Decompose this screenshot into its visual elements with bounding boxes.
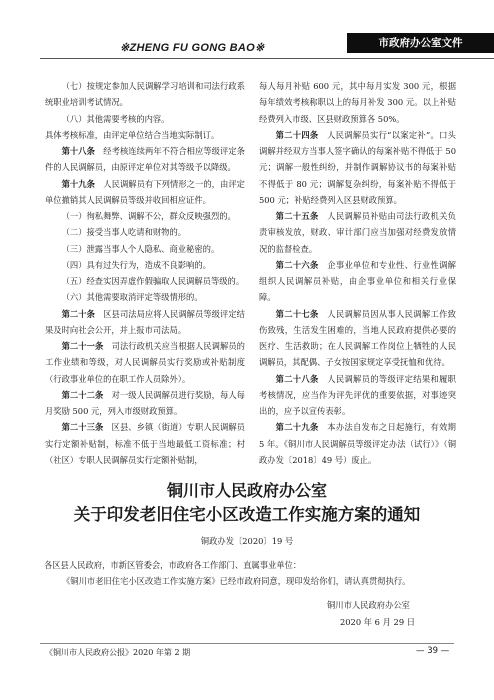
paragraph-text: 经考核连续两年不符合相应等级评定条件的人民调解员，由原评定单位对其等级予以降级。 <box>45 146 245 173</box>
article-label: 第二十条 <box>61 308 95 319</box>
paragraph-text: 人民调解员实行“以案定补”。口头调解并经双方当事人签字确认的每案补贴不得低于 50 元；调解一般性纠纷，并制作调解协议书的每案补贴不得低于 80 元；调解复杂纠纷，每案补贴不得低于 500 元；补贴经费列入区县财政预算。 <box>259 129 456 205</box>
paragraph <box>45 224 245 240</box>
paragraph <box>45 241 245 257</box>
paragraph <box>45 306 245 339</box>
paragraph-text: （三）泄露当事人个人隐私、商业秘密的。 <box>61 243 220 254</box>
article-label: 第二十四条 <box>275 129 319 140</box>
paragraph-text: 人民调解员有下列情形之一的，由评定单位撤销其人民调解员等级并收回相应证件。 <box>45 178 245 205</box>
notice-title-issuer: 铜川市人民政府办公室 <box>166 481 327 500</box>
paragraph <box>45 419 245 468</box>
paragraph-text: （五）经查实因弄虚作假骗取人民调解员等级的。 <box>61 276 245 286</box>
paragraph <box>45 387 245 420</box>
right-column <box>259 78 456 468</box>
paragraph-text: 司法行政机关应当根据人民调解员的工作业绩和等级，对人民调解员实行奖励或补贴制度（行政事业单位的在职工作人员除外）。 <box>45 341 245 384</box>
paragraph <box>259 208 456 257</box>
paragraph-text: （二）接受当事人吃请和财物的。 <box>61 227 187 238</box>
paragraph <box>45 143 245 176</box>
paragraph-text: 人民调解员补贴由司法行政机关负责审核发放，财政、审计部门应当加强对经费发放情况的监督检查。 <box>259 211 456 254</box>
paragraph <box>45 208 245 224</box>
article-label: 第二十一条 <box>61 341 104 351</box>
paragraph <box>259 257 456 306</box>
paragraph <box>45 111 245 127</box>
article-label: 第二十九条 <box>275 422 319 433</box>
paragraph <box>45 176 245 209</box>
paragraph <box>45 127 245 143</box>
article-label: 第十九条 <box>61 178 95 189</box>
article-label: 第十八条 <box>61 146 95 156</box>
paragraph <box>45 289 245 305</box>
notice-addressee: 各区县人民政府，市新区管委会，市政府各工作部门、直属事业单位： <box>44 560 302 570</box>
paragraph-text: 本办法自发布之日起施行，有效期 5 年。《铜川市人民调解员等级评定办法（试行）》（铜政办发〔2018〕49 号）废止。 <box>259 422 456 465</box>
paragraph <box>259 306 456 371</box>
footer-divider <box>40 643 454 644</box>
document-number: 铜政办发〔2020〕19 号 <box>200 536 294 546</box>
section-label: 市政府办公室文件 <box>347 33 494 53</box>
journal-name: ※ZHENG FU GONG BAO※ <box>120 42 265 54</box>
paragraph-text: （一）徇私舞弊、调解不公，群众反映强烈的。 <box>61 211 236 221</box>
paragraph <box>259 78 456 127</box>
article-label: 第二十六条 <box>275 259 319 270</box>
header-divider <box>40 58 494 59</box>
article-label: 第二十八条 <box>275 373 319 384</box>
paragraph-text: 区县司法局应将人民调解员等级评定结果及时向社会公开，并上报市司法局。 <box>45 308 245 335</box>
article-label: 第二十五条 <box>275 211 319 221</box>
left-column <box>45 78 245 468</box>
notice-body: 《铜川市老旧住宅小区改造工作实施方案》已经市政府同意，现印发给你们，请认真贯彻执行。 <box>62 576 411 586</box>
paragraph-text: （四）具有过失行为，造成不良影响的。 <box>61 259 211 270</box>
paragraph-text: 每人每月补贴 600 元，其中每月实发 300 元，根据每年绩效考核称职以上的每月补发 300 元。以上补贴经费列入市级、区县财政预算各 50%。 <box>259 81 456 124</box>
paragraph-text: 对一级人民调解员进行奖励，每人每月奖励 500 元，列入市级财政预算。 <box>45 389 245 416</box>
paragraph-text: 人民调解员因从事人民调解工作致伤致残，生活发生困难的，当地人民政府提供必要的医疗、生活救助；在人民调解工作岗位上牺牲的人民调解员，其配偶、子女按国家规定享受抚恤和优待。 <box>259 308 456 368</box>
issue-date: 2020 年 6 月 29 日 <box>340 617 416 627</box>
paragraph-text: 人民调解员的等级评定结果和履职考核情况，应当作为评先评优的重要依据，对事迹突出的，应予以宣传表彰。 <box>259 373 456 416</box>
paragraph-text: 具体考核标准，由评定单位结合当地实际制订。 <box>45 129 220 140</box>
paragraph <box>259 419 456 468</box>
paragraph <box>45 78 245 111</box>
paragraph <box>259 127 456 208</box>
paragraph <box>259 371 456 420</box>
paragraph <box>45 338 245 387</box>
publication-info: 《铜川市人民政府公报》2020 年第 2 期 <box>45 648 191 657</box>
article-label: 第二十三条 <box>61 422 104 433</box>
paragraph-text: （六）其他需要取消评定等级情形的。 <box>61 292 203 303</box>
paragraph <box>45 257 245 273</box>
paragraph <box>45 273 245 289</box>
paragraph-text: （七）按规定参加人民调解学习培训和司法行政系统职业培训考试情况。 <box>45 81 245 108</box>
paragraph-text: 企事业单位和专业性、行业性调解组织人民调解员补贴，由企事业单位和相关行业保障。 <box>259 259 456 303</box>
page-number: — 39 — <box>416 646 450 656</box>
notice-title: 关于印发老旧住宅小区改造工作实施方案的通知 <box>73 505 421 524</box>
article-label: 第二十二条 <box>61 389 104 400</box>
issuer-signature: 铜川市人民政府办公室 <box>327 600 410 610</box>
paragraph-text: （八）其他需要考核的内容。 <box>61 113 170 124</box>
article-label: 第二十七条 <box>275 308 319 319</box>
paragraph-text: 区县、乡镇（街道）专职人民调解员实行定额补贴制，标准不低于当地最低工资标准；村（社区）专职人民调解员实行定额补贴制， <box>45 422 245 465</box>
